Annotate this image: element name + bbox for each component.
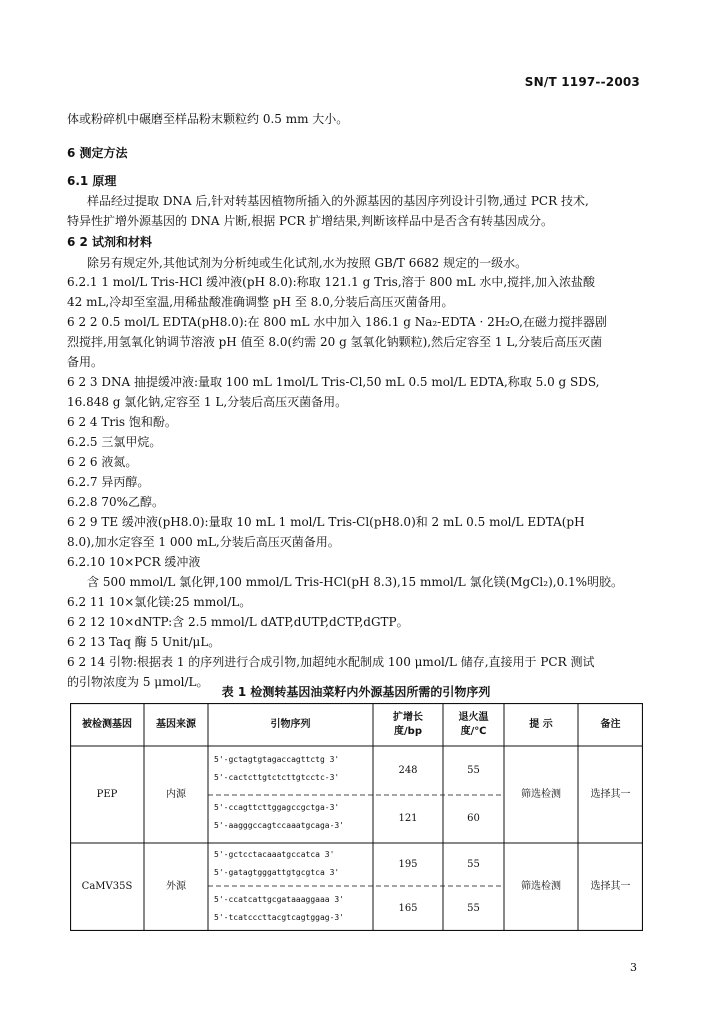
body-line: 42 mL,冷却至室温,用稀盐酸准确调整 pH 至 8.0,分装后高压灭菌备用。 [67,295,454,309]
section-heading: 6 2 试剂和材料 [67,235,153,249]
cell-length: 165 [398,902,418,914]
primer-sequence: 5'-ccagttcttggagccgctga-3' [214,803,340,812]
header-amplicon-length: 扩增长 度/bp [393,711,423,737]
section-heading: 6.1 原理 [67,174,117,188]
section-heading: 6 测定方法 [67,146,128,160]
body-line: 6 2 14 引物:根据表 1 的序列进行合成引物,加超纯水配制成 100 μmol/L 储存,直接用于 PCR 测试 [67,655,595,669]
page-number: 3 [630,961,637,974]
primer-sequence: 5'-aagggccagtccaaatgcaga-3' [214,821,345,830]
header-primer-sequence: 引物序列 [270,718,311,730]
body-line: 6.2.5 三氯甲烷。 [67,435,162,449]
cell-gene-pep: PEP [96,788,118,800]
header-gene-source: 基因来源 [156,718,196,730]
cell-length: 121 [398,813,418,824]
body-line: 6.2 11 10×氯化镁:25 mmol/L。 [67,595,252,609]
body-line: 6.2.8 70%乙醇。 [67,495,165,509]
primer-sequence: 5'-gctcctacaaatgccatca 3' [214,850,335,859]
body-line: 16.848 g 氯化钠,定容至 1 L,分装后高压灭菌备用。 [67,395,348,409]
cell-length: 195 [398,858,418,870]
cell-gene-camv35s: CaMV35S [81,881,133,892]
primer-table [70,703,643,931]
cell-hint-pep: 筛选检测 [521,788,561,800]
body-line: 6.2.1 1 mol/L Tris-HCl 缓冲液(pH 8.0):称取 121.1 g Tris,溶于 800 mL 水中,搅拌,加入浓盐酸 [67,275,595,289]
body-line: 6 2 13 Taq 酶 5 Unit/μL。 [67,635,221,649]
body-line: 备用。 [67,355,104,369]
body-line: 6 2 2 0.5 mol/L EDTA(pH8.0):在 800 mL 水中加入 186.1 g Na₂-EDTA · 2H₂O,在磁力搅拌器剧 [67,315,607,329]
cell-note-camv35s: 选择其一 [590,881,631,892]
body-line: 6.2.7 异丙醇。 [67,475,150,489]
body-line: 6 2 4 Tris 饱和酚。 [67,415,177,429]
primer-sequence: 5'-gctagtgtagaccagttctg 3' [214,755,340,764]
primer-sequence: 5'-gatagtgggattgtgcgtca 3' [214,868,340,877]
cell-temp: 60 [467,813,480,824]
cell-note-pep: 选择其一 [590,788,631,800]
cell-source-pep: 内源 [166,788,186,800]
body-line: 的引物浓度为 5 μmol/L。 [67,675,209,689]
cell-temp: 55 [467,902,480,914]
primer-sequence: 5'-ccatcattgcgataaaggaaa 3' [214,895,345,904]
body-line: 8.0),加水定容至 1 000 mL,分装后高压灭菌备用。 [67,535,340,549]
body-line: 6 2 3 DNA 抽提缓冲液:量取 100 mL 1mol/L Tris-Cl,50 mL 0.5 mol/L EDTA,称取 5.0 g SDS, [67,375,600,389]
header-hint: 提 示 [529,718,553,730]
cell-temp: 55 [467,858,480,870]
cell-length: 248 [398,764,418,776]
header-annealing-temp: 退火温 度/℃ [458,711,489,737]
cell-source-camv35s: 外源 [166,881,186,892]
body-line: 特异性扩增外源基因的 DNA 片断,根据 PCR 扩增结果,判断该样品中是否含有转基因成分。 [67,214,553,228]
body-line: 含 500 mmol/L 氯化钾,100 mmol/L Tris-HCl(pH 8.3),15 mmol/L 氯化镁(MgCl₂),0.1%明胶。 [87,575,624,589]
body-line: 6 2 6 液氮。 [67,455,138,469]
cell-hint-camv35s: 筛选检测 [521,881,561,892]
header-tested-gene: 被检测基因 [82,718,132,730]
primer-sequence: 5'-tcatcccttacgtcagtggag-3' [214,913,345,922]
table-title: 表 1 检测转基因油菜籽内外源基因所需的引物序列 [221,685,491,699]
header-note: 备注 [600,718,621,730]
body-line: 体或粉碎机中碾磨至样品粉末颗粒约 0.5 mm 大小。 [67,112,349,126]
cell-temp: 55 [467,764,480,776]
body-line: 烈搅拌,用氢氧化钠调节溶液 pH 值至 8.0(约需 20 g 氢氧化钠颗粒),然后定容至 1 L,分装后高压灭菌 [67,335,603,349]
body-line: 除另有规定外,其他试剂为分析纯或生化试剂,水为按照 GB/T 6682 规定的一级水。 [87,256,528,270]
standard-number: SN/T 1197--2003 [524,75,640,89]
primer-sequence: 5'-cactcttgtctcttgtcctc-3' [214,773,340,782]
body-line: 样品经过提取 DNA 后,针对转基因植物所插入的外源基因的基因序列设计引物,通过 PCR 技术, [87,194,589,208]
body-line: 6 2 9 TE 缓冲液(pH8.0):量取 10 mL 1 mol/L Tris-Cl(pH8.0)和 2 mL 0.5 mol/L EDTA(pH [67,515,585,529]
body-line: 6 2 12 10×dNTP:含 2.5 mmol/L dATP,dUTP,dCTP,dGTP。 [67,615,409,629]
body-line: 6.2.10 10×PCR 缓冲液 [67,555,201,569]
